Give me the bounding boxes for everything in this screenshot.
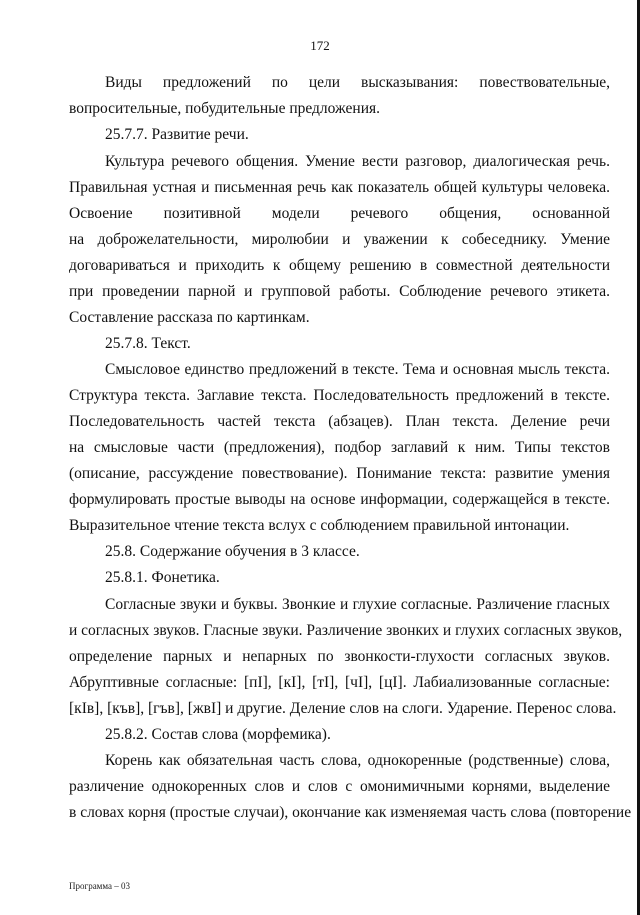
text-line: (описание, рассуждение повествование). Понимание текста: развитие умения [69,465,610,482]
text-line: Выразительное чтение текста вслух с соблюдением правильной интонации. [69,517,570,534]
section-heading: 25.7.7. Развитие речи. [105,126,249,143]
text-line: Виды предложений по цели высказывания: повествовательные, [105,74,610,91]
section-heading: 25.7.8. Текст. [105,335,191,352]
section-heading: 25.8.2. Состав слова (морфемика). [105,726,331,743]
text-line: [кIв], [къв], [гъв], [жвI] и другие. Деление слов на слоги. Ударение. Перенос слова. [69,700,617,717]
page-number: 172 [310,38,330,53]
page-footer: Программа – 03 [69,881,131,891]
text-line: Освоение позитивной модели речевого общения, основанной [69,205,610,222]
text-line: вопросительные, побудительные предложения. [69,100,381,117]
text-line: Правильная устная и письменная речь как показатель общей культуры человека. [69,179,610,196]
text-line: Абруптивные согласные: [пI], [кI], [тI], [чI], [цI]. Лабиализованные согласные: [69,674,610,691]
text-line: определение парных и непарных по звонкости-глухости согласных звуков. [69,648,610,665]
text-line: Согласные звуки и буквы. Звонкие и глухие согласные. Различение гласных [105,596,610,613]
text-line: на смысловые части (предложения), подбор заглавий к ним. Типы текстов [69,439,610,456]
text-line: Составление рассказа по картинкам. [69,309,310,326]
text-line: договариваться и приходить к общему решению в совместной деятельности [69,257,610,274]
text-line: Корень как обязательная часть слова, однокоренные (родственные) слова, [105,752,610,769]
text-line: Последовательность частей текста (абзацев). План текста. Деление речи [69,413,610,430]
text-line: в словах корня (простые случаи), окончание как изменяемая часть слова (повторение [69,804,632,821]
text-line: различение однокоренных слов и слов с омонимичными корнями, выделение [69,778,610,795]
section-heading: 25.8. Содержание обучения в 3 классе. [105,543,360,560]
text-line: Структура текста. Заглавие текста. Последовательность предложений в тексте. [69,387,610,404]
section-heading: 25.8.1. Фонетика. [105,569,220,586]
text-line: Культура речевого общения. Умение вести разговор, диалогическая речь. [105,153,610,170]
text-line: на доброжелательности, миролюбии и уважении к собеседнику. Умение [69,231,610,248]
text-line: при проведении парной и групповой работы. Соблюдение речевого этикета. [69,283,610,300]
text-line: Смысловое единство предложений в тексте. Тема и основная мысль текста. [105,361,610,378]
text-line: формулировать простые выводы на основе информации, содержащейся в тексте. [69,491,610,508]
text-line: и согласных звуков. Гласные звуки. Различение звонких и глухих согласных звуков, [69,622,623,639]
